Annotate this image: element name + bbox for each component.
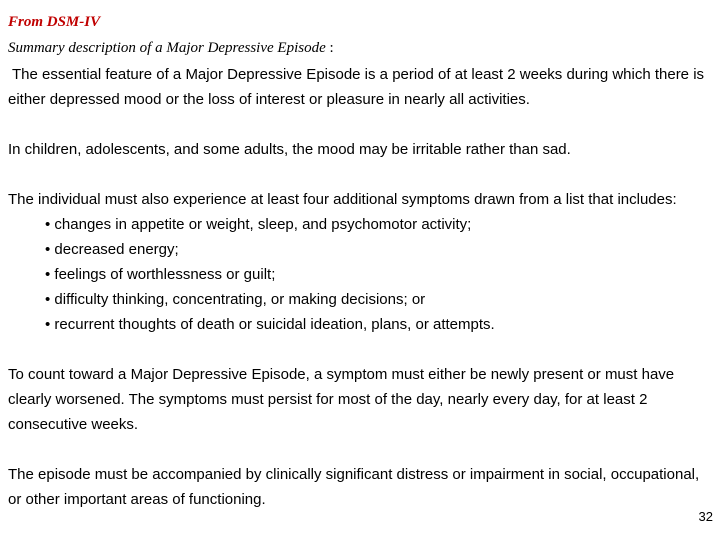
symptom-item: • changes in appetite or weight, sleep, and psychomotor activity; [45, 212, 708, 237]
summary-heading [8, 38, 334, 58]
symptom-item: • decreased energy; [45, 237, 708, 262]
summary-colon: : [329, 40, 334, 56]
page-number: 32 [698, 509, 713, 524]
symptom-item: • feelings of worthlessness or guilt; [45, 262, 708, 287]
document-body [8, 62, 708, 512]
symptom-list [8, 212, 708, 337]
paragraph-children-mood: In children, adolescents, and some adults, the mood may be irritable rather than sad. [8, 141, 571, 158]
summary-title: Summary description of a Major Depressive Episode [8, 40, 326, 56]
symptom-item: • recurrent thoughts of death or suicidal ideation, plans, or attempts. [45, 312, 708, 337]
symptom-item: • difficulty thinking, concentrating, or making decisions; or [45, 287, 708, 312]
paragraph-symptom-criteria: To count toward a Major Depressive Episode, a symptom must either be newly present or must have clearly worsened. The symptoms must persist for most of the day, nearly every day, for at least 2 consecutive weeks. [8, 366, 675, 433]
paragraph-essential-feature: The essential feature of a Major Depressive Episode is a period of at least 2 weeks during which there is either depressed mood or the loss of interest or pleasure in nearly all activities. [8, 66, 705, 108]
paragraph-additional-symptoms: The individual must also experience at least four additional symptoms drawn from a list that includes: [8, 191, 677, 208]
paragraph-distress-impairment: The episode must be accompanied by clinically significant distress or impairment in social, occupational, or other important areas of functioning. [8, 466, 700, 508]
source-title: From DSM-IV [8, 14, 101, 30]
